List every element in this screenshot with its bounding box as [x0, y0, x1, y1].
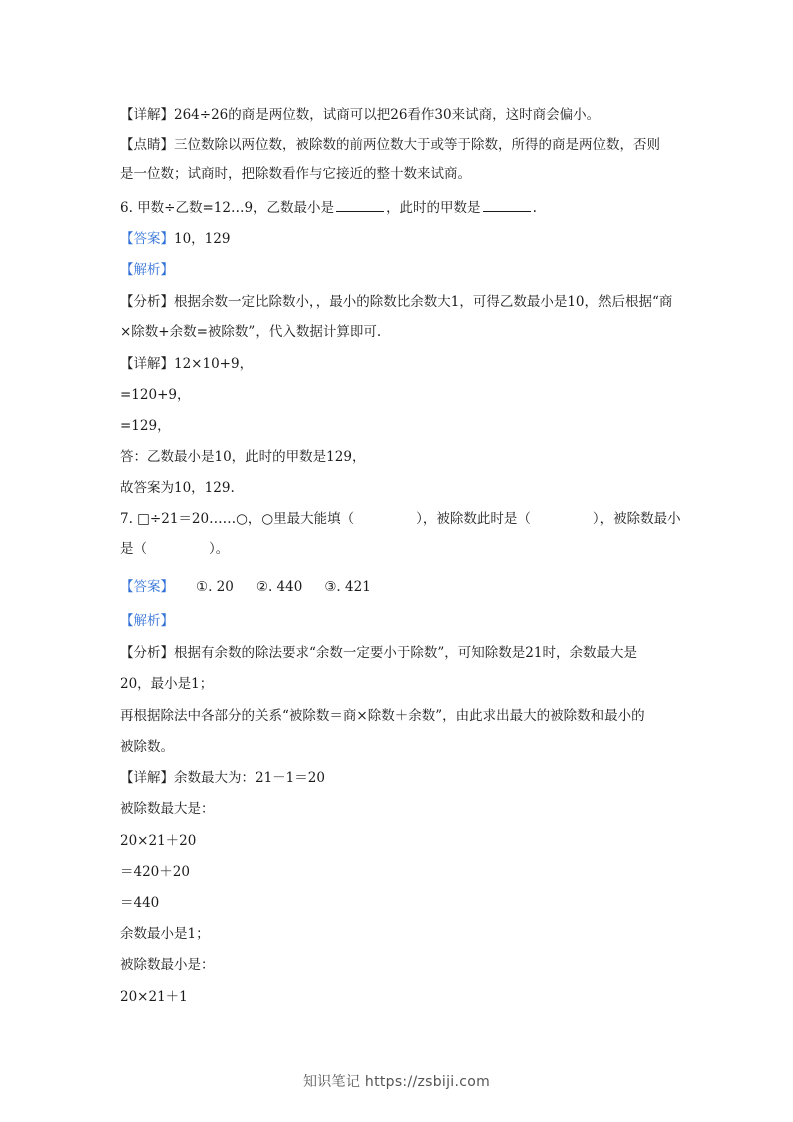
detail-7-line-8: 20×21＋1: [120, 989, 188, 1005]
analysis-6-line-2: ×除数+余数=被除数”，代入数据计算即可.: [120, 324, 382, 340]
q6-text-a: 6. 甲数÷乙数=12…9，乙数最小是: [120, 200, 335, 216]
detail-7-line-2: 被除数最大是：: [120, 801, 215, 817]
detail-6-line-4: 答：乙数最小是10，此时的甲数是129，: [120, 449, 366, 465]
q6-blank-2: [483, 199, 531, 212]
answer-7: [120, 578, 680, 596]
q7-text-b: ），被除数此时是（: [416, 511, 531, 527]
q6-blank-1: [336, 199, 384, 212]
q6-text-c: .: [532, 200, 537, 216]
q7-text-a: 7. □÷21＝20……○，○里最大能填（: [120, 511, 355, 527]
analysis-7-line-1: 【分析】根据有余数的除法要求“余数一定要小于除数”，可知除数是21时，余数最大是: [120, 645, 637, 661]
detail-text: 【详解】264÷26的商是两位数，试商可以把26看作30来试商，这时商会偏小。: [120, 107, 601, 123]
answer-6-value: 10，129: [174, 231, 231, 247]
detail-7-line-7: 被除数最小是：: [120, 957, 215, 973]
answer-7-item-2: ②. 440: [255, 579, 303, 595]
detail-7-line-1: 【详解】余数最大为：21－1＝20: [120, 770, 325, 786]
q7-text-c: ），被除数最小: [592, 511, 681, 527]
detail-6-line-1: 【详解】12×10+9，: [120, 356, 254, 372]
answer-tag: 【答案】: [120, 231, 174, 247]
detail-6-line-5: 故答案为10，129.: [120, 480, 235, 496]
answer-7-item-1: ①. 20: [196, 579, 234, 595]
detail-7-line-6: 余数最小是1；: [120, 926, 210, 942]
analysis-tag-7: 【解析】: [120, 613, 174, 629]
question-7: [120, 510, 680, 528]
analysis-6-line-1: 【分析】根据余数一定比除数小，，最小的除数比余数大1，可得乙数最小是10，然后根据“商: [120, 294, 673, 310]
detail-6-line-2: =120+9，: [120, 387, 191, 403]
question-6: [120, 199, 680, 217]
q7-text-e: ）。: [209, 541, 230, 557]
tip-text: 【点睛】三位数除以两位数，被除数的前两位数大于或等于除数，所得的商是两位数，否则: [120, 137, 660, 153]
detail-7-line-3: 20×21＋20: [120, 833, 197, 849]
analysis-tag-6: 【解析】: [120, 262, 174, 278]
analysis-7-line-4: 被除数。: [120, 739, 174, 755]
answer-tag: 【答案】: [120, 579, 174, 595]
q7-text-d: 是（: [120, 541, 147, 557]
q6-text-b: ，此时的甲数是: [386, 200, 481, 216]
answer-7-item-3: ③. 421: [324, 579, 371, 595]
tip-text-cont: 是一位数；试商时，把除数看作与它接近的整十数来试商。: [120, 166, 471, 182]
detail-6-line-3: =129，: [120, 418, 171, 434]
detail-7-line-5: ＝440: [120, 895, 160, 911]
analysis-7-line-2: 20，最小是1；: [120, 676, 214, 692]
footer-watermark: 知识笔记 https://zsbiji.com: [302, 1074, 491, 1090]
question-7-cont: [120, 540, 680, 558]
detail-7-line-4: ＝420＋20: [120, 864, 190, 880]
analysis-7-line-3: 再根据除法中各部分的关系“被除数＝商×除数＋余数”，由此求出最大的被除数和最小的: [120, 708, 645, 724]
answer-6: [120, 230, 680, 248]
